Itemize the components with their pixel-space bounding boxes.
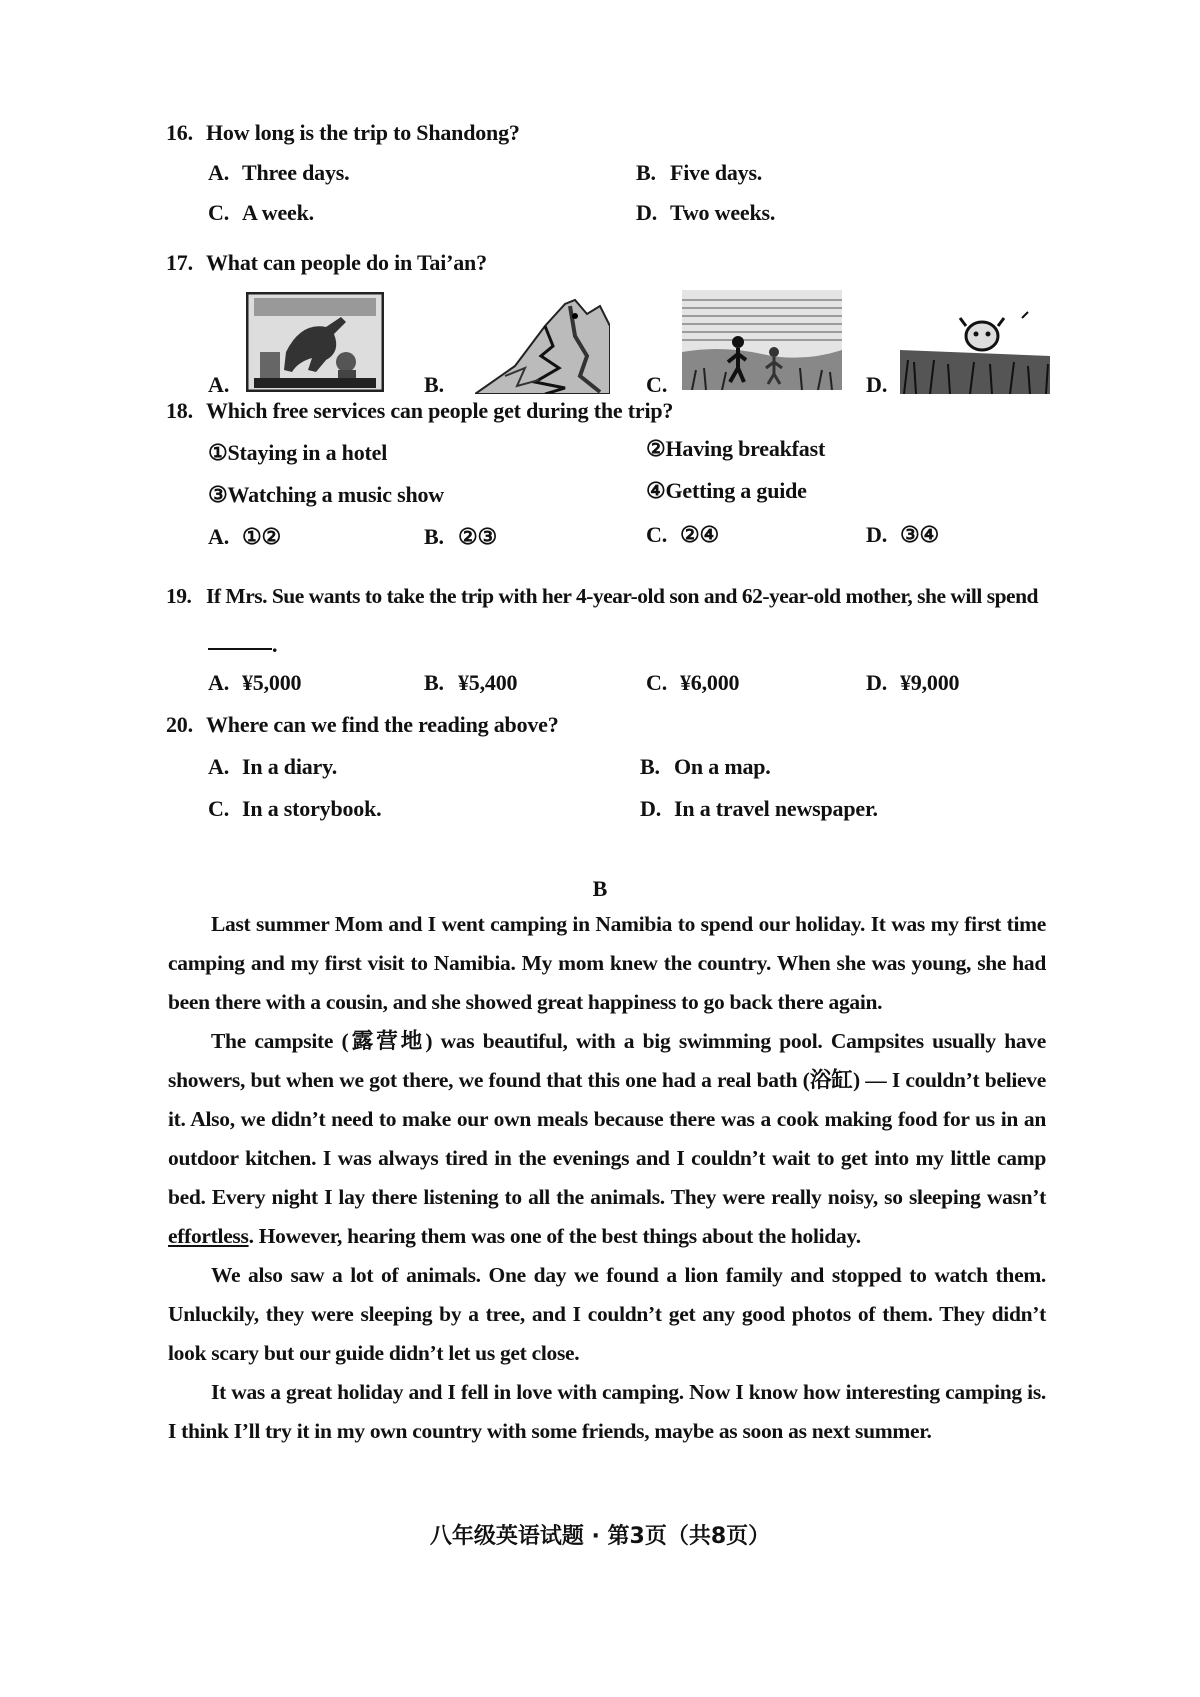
option-text: Two weeks. xyxy=(670,200,776,225)
paragraph-2 xyxy=(168,1022,1046,1256)
q19-option-b[interactable] xyxy=(424,670,517,696)
option-letter: D. xyxy=(640,796,661,821)
q20-option-b[interactable] xyxy=(640,754,771,780)
question-number: 16. xyxy=(166,120,193,145)
section-title: B xyxy=(592,876,608,901)
question-16 xyxy=(166,120,520,146)
question-number: 18. xyxy=(166,398,193,423)
option-text: Five days. xyxy=(670,160,763,185)
paragraph-3: We also saw a lot of animals. One day we found a lion family and stopped to watch them. Unluckily, they were sleeping by a tree, and I couldn’t get any good photos of them. They didn’t look scary but our guide didn’t let us get close. xyxy=(168,1263,1046,1365)
q17-option-b-letter[interactable]: B. xyxy=(424,372,445,397)
question-19-blank[interactable] xyxy=(208,632,277,658)
page-footer: 八年级英语试题 · 第3页（共8页） xyxy=(429,1524,771,1549)
q18-option-c[interactable] xyxy=(646,522,719,548)
q20-option-c[interactable] xyxy=(208,796,381,822)
option-text: In a diary. xyxy=(242,754,337,779)
option-letter: A. xyxy=(208,754,229,779)
answer-blank[interactable] xyxy=(208,644,272,650)
option-letter: A. xyxy=(208,670,229,695)
option-text: ②③ xyxy=(458,524,498,549)
option-text: In a storybook. xyxy=(242,796,382,821)
question-20 xyxy=(166,712,559,738)
q18-item-3: ③Watching a music show xyxy=(208,482,444,507)
q19-option-d[interactable] xyxy=(866,670,959,696)
option-letter: C. xyxy=(646,522,667,547)
question-19 xyxy=(166,584,1038,609)
option-letter: B. xyxy=(640,754,660,779)
option-letter: B. xyxy=(424,524,444,549)
paragraph-1: Last summer Mom and I went camping in Namibia to spend our holiday. It was my first time camping and my first visit to Namibia. My mom knew the country. When she was young, she had been there with a cousin, and she showed great happiness to go back there again. xyxy=(168,912,1046,1014)
option-letter: C. xyxy=(646,670,667,695)
option-text: Three days. xyxy=(242,160,350,185)
q16-option-d[interactable] xyxy=(636,200,775,226)
q19-option-c[interactable] xyxy=(646,670,739,696)
option-text: ¥5,000 xyxy=(242,670,302,695)
q20-option-d[interactable] xyxy=(640,796,878,822)
q19-option-a[interactable] xyxy=(208,670,301,696)
q17-option-a-letter[interactable]: A. xyxy=(208,372,230,397)
question-17 xyxy=(166,250,487,276)
q17-option-d-letter[interactable]: D. xyxy=(866,372,888,397)
option-letter: B. xyxy=(636,160,656,185)
blank-end: . xyxy=(272,632,278,657)
q17-option-c-letter[interactable]: C. xyxy=(646,372,668,397)
option-text: A week. xyxy=(242,200,314,225)
paragraph-4: It was a great holiday and I fell in love with camping. Now I know how interesting camping is. I think I’ll try it in my own country with some friends, maybe as soon as next summer. xyxy=(168,1380,1046,1443)
grassland-cow-picture-icon xyxy=(900,310,1050,394)
option-text: ¥6,000 xyxy=(680,670,740,695)
q18-option-b[interactable] xyxy=(424,524,497,550)
option-letter: D. xyxy=(636,200,657,225)
option-letter: B. xyxy=(424,670,444,695)
option-text: In a travel newspaper. xyxy=(674,796,878,821)
option-letter: D. xyxy=(866,522,887,547)
option-letter: C. xyxy=(208,796,229,821)
q18-item-4: ④Getting a guide xyxy=(646,478,807,503)
museum-dinosaur-picture-icon xyxy=(246,292,384,392)
q20-option-a[interactable] xyxy=(208,754,337,780)
q18-option-a[interactable] xyxy=(208,524,281,550)
option-text: ②④ xyxy=(680,522,720,547)
q16-option-c[interactable] xyxy=(208,200,314,226)
question-text: What can people do in Tai’an? xyxy=(206,250,487,275)
q16-option-a[interactable] xyxy=(208,160,349,186)
paragraph-2-text: The campsite (露营地) was beautiful, with a big swimming pool. Campsites usually have showers, but when we got there, we found that this one had a real bath (浴缸) — I couldn’t believe it. Also, we didn’t need to make our own meals because there was a cook making food for us in an outdoor kitchen. I was always tired in the evenings and I couldn’t wait to get into my little camp bed. Every night I lay there listening to all the animals. They were really noisy, so sleeping wasn’t xyxy=(168,1029,1046,1209)
option-text: ③④ xyxy=(900,522,940,547)
question-number: 17. xyxy=(166,250,193,275)
q16-option-b[interactable] xyxy=(636,160,762,186)
question-text: If Mrs. Sue wants to take the trip with her 4-year-old son and 62-year-old mother, she will spend xyxy=(206,584,1039,608)
mountain-climbing-picture-icon xyxy=(475,296,610,394)
field-walking-picture-icon xyxy=(682,290,842,390)
question-number: 20. xyxy=(166,712,193,737)
option-text: ¥5,400 xyxy=(458,670,518,695)
question-number: 19. xyxy=(166,584,192,608)
q18-item-1: ①Staying in a hotel xyxy=(208,440,388,465)
paragraph-2-end: . However, hearing them was one of the best things about the holiday. xyxy=(248,1224,861,1248)
option-letter: C. xyxy=(208,200,229,225)
option-letter: A. xyxy=(208,160,229,185)
q18-option-d[interactable] xyxy=(866,522,939,548)
question-text: How long is the trip to Shandong? xyxy=(206,120,520,145)
option-text: ¥9,000 xyxy=(900,670,960,695)
underlined-word: effortless xyxy=(168,1224,249,1248)
option-letter: D. xyxy=(866,670,887,695)
reading-passage xyxy=(168,905,1046,1451)
q18-item-2: ②Having breakfast xyxy=(646,436,826,461)
option-text: ①② xyxy=(242,524,282,549)
option-letter: A. xyxy=(208,524,229,549)
question-text: Which free services can people get during the trip? xyxy=(206,398,674,423)
question-18 xyxy=(166,398,673,424)
question-text: Where can we find the reading above? xyxy=(206,712,559,737)
option-text: On a map. xyxy=(674,754,771,779)
